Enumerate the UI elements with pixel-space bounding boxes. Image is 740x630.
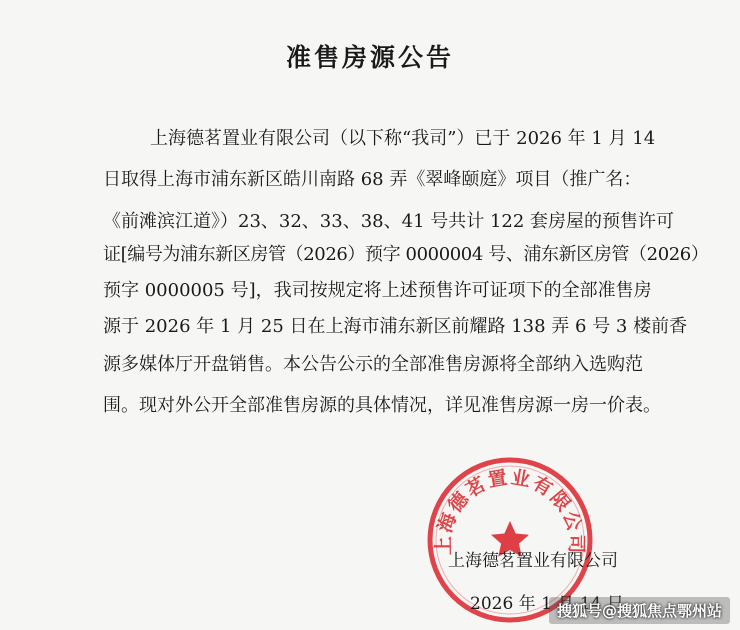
signature-date: 2026 年 1 月 14 日 (470, 594, 624, 614)
signature-company: 上海德茗置业有限公司 (448, 551, 618, 571)
body-line: 源于 2026 年 1 月 25 日在上海市浦东新区前耀路 138 弄 6 号 3 楼前香 (103, 316, 688, 337)
seal-arc-text: 上海德茗置业有限公司 (432, 466, 588, 556)
body-line: 证[编号为浦东新区房管（2026）预字 0000004 号、浦东新区房管（2026） (103, 244, 709, 265)
source-watermark: 搜狐号@搜狐焦点鄂州站 (549, 597, 730, 624)
body-line: 围。现对外公开全部准售房源的具体情况，详见准售房源一房一价表。 (103, 395, 661, 416)
body-line: 日取得上海市浦东新区皓川南路 68 弄《翠峰颐庭》项目（推广名： (103, 169, 642, 190)
document-title: 准售房源公告 (285, 43, 454, 72)
body-line: 源多媒体厅开盘销售。本公告公示的全部准售房源将全部纳入选购范 (103, 354, 643, 375)
body-line: 《前滩滨江道》）23、32、33、38、41 号共计 122 套房屋的预售许可 (103, 211, 675, 232)
body-line: 上海德茗置业有限公司（以下称“我司”）已于 2026 年 1 月 14 (150, 128, 656, 149)
body-line: 预字 0000005 号]，我司按规定将上述预售许可证项下的全部准售房 (103, 280, 652, 301)
